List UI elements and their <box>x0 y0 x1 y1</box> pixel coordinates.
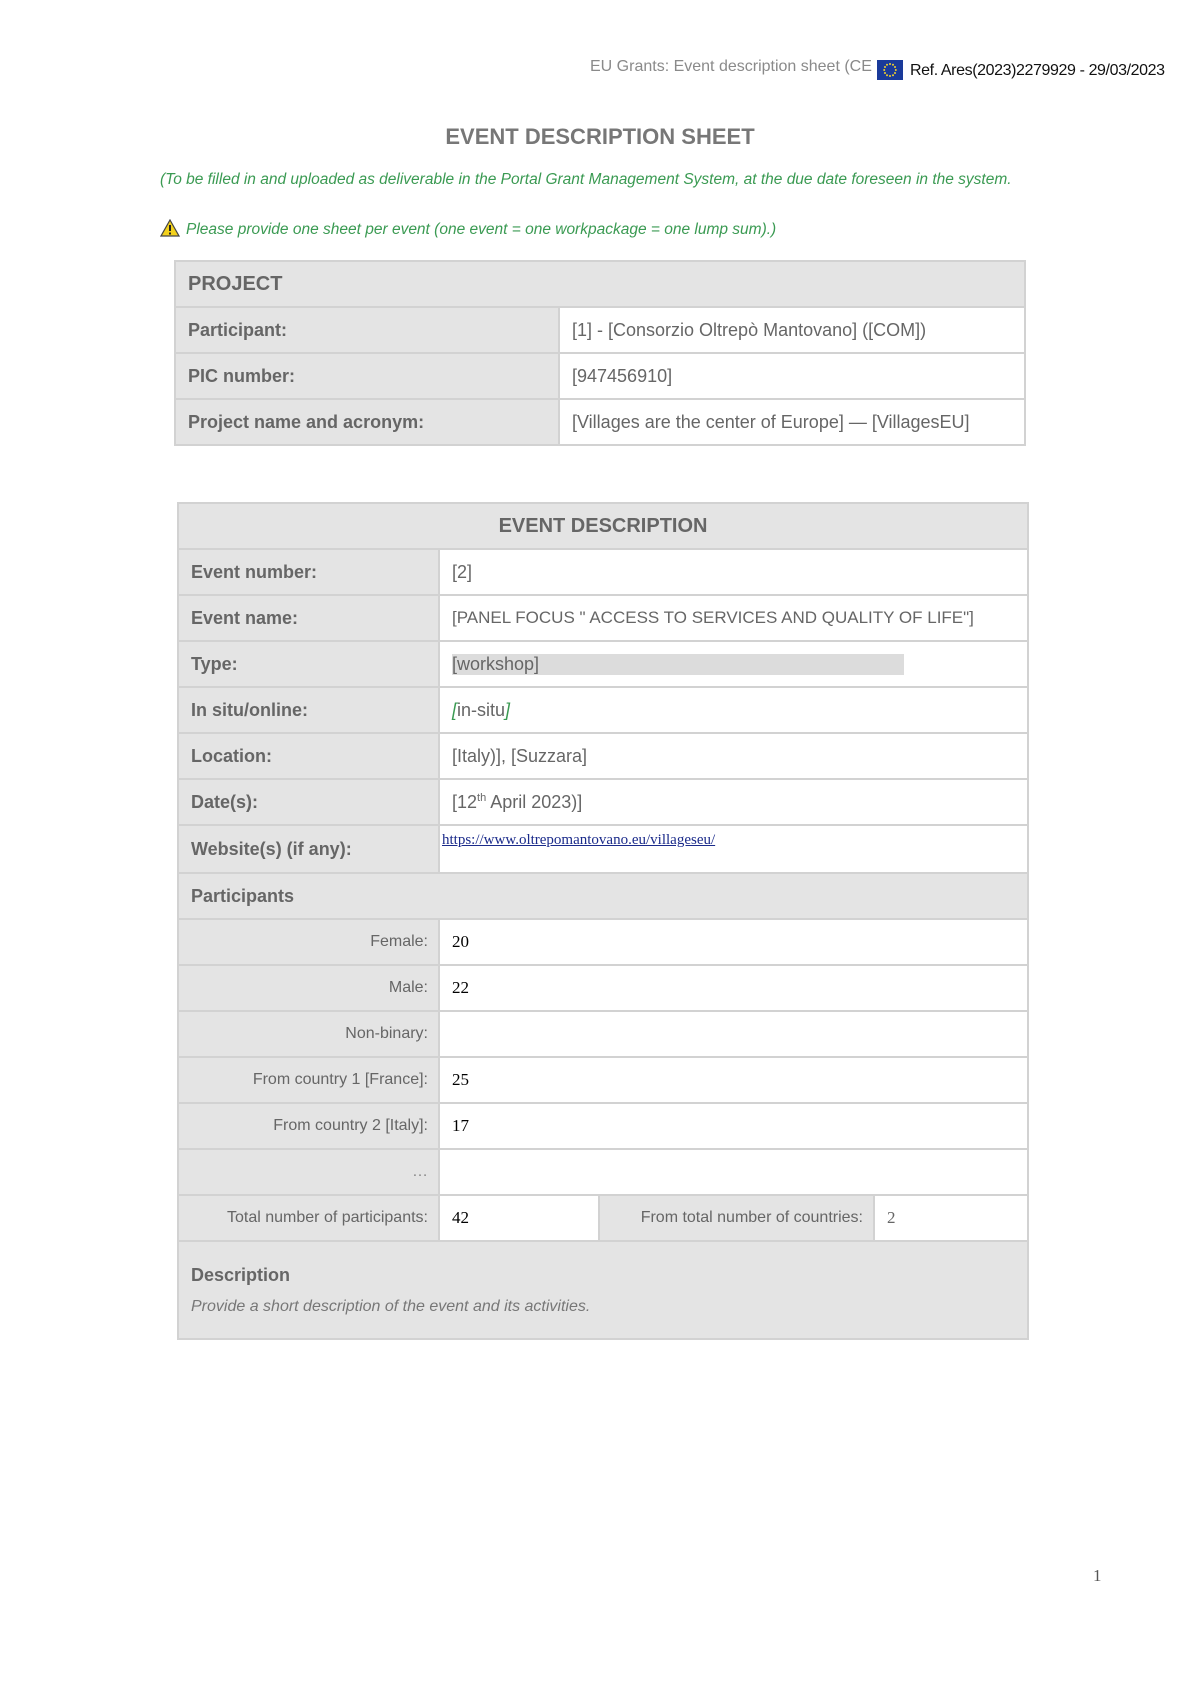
ares-reference: Ref. Ares(2023)2279929 - 29/03/2023 <box>910 62 1165 79</box>
total-participants-label: Total number of participants: <box>178 1195 439 1241</box>
instruction-warning-text: Please provide one sheet per event (one event = one workpackage = one lump sum).) <box>186 221 777 238</box>
document-reference: EU Grants: Event description sheet (CE <box>590 58 872 75</box>
participant-value[interactable]: [1] - [Consorzio Oltrepò Mantovano] ([COM]) <box>559 307 1025 353</box>
country1-value[interactable]: 25 <box>439 1057 1028 1103</box>
pic-value[interactable]: [947456910] <box>559 353 1025 399</box>
insitu-value: in-situ <box>457 699 506 720</box>
warning-icon <box>160 219 180 237</box>
event-table <box>177 502 1029 1340</box>
eu-flag-icon <box>877 60 903 80</box>
total-countries-label: From total number of countries: <box>599 1195 874 1241</box>
project-heading: PROJECT <box>175 261 1025 307</box>
type-value: [workshop] <box>452 654 904 675</box>
project-name-value[interactable]: [Villages are the center of Europe] — [VillagesEU] <box>559 399 1025 445</box>
website-link[interactable]: https://www.oltrepomantovano.eu/villageseu/ <box>442 832 716 848</box>
page-number: 1 <box>1093 1566 1102 1585</box>
event-number-label: Event number: <box>178 549 439 595</box>
website-cell <box>439 825 1028 873</box>
date-label: Date(s): <box>178 779 439 825</box>
website-label: Website(s) (if any): <box>178 825 439 873</box>
event-heading: EVENT DESCRIPTION <box>178 503 1028 549</box>
date-value-post: April 2023)] <box>486 791 583 812</box>
event-name-label: Event name: <box>178 595 439 641</box>
date-value-pre: [12 <box>452 791 478 812</box>
description-section <box>178 1241 1028 1339</box>
date-value-sup: th <box>477 791 487 804</box>
project-table <box>174 260 1026 446</box>
bracket-close: ] <box>505 699 511 720</box>
pic-label: PIC number: <box>175 353 559 399</box>
instruction-note: (To be filled in and uploaded as deliverable in the Portal Grant Management System, at the due date foreseen in the system. <box>160 171 1012 188</box>
project-name-label: Project name and acronym: <box>175 399 559 445</box>
female-value[interactable]: 20 <box>439 919 1028 965</box>
event-number-value[interactable]: [2] <box>439 549 1028 595</box>
insitu-cell[interactable] <box>439 687 1028 733</box>
bracket-open: [ <box>452 699 458 720</box>
female-label: Female: <box>178 919 439 965</box>
total-countries-value[interactable]: 2 <box>874 1195 1028 1241</box>
country2-label: From country 2 [Italy]: <box>178 1103 439 1149</box>
description-text[interactable]: Provide a short description of the event and its activities. <box>191 1297 591 1315</box>
type-label: Type: <box>178 641 439 687</box>
participants-heading: Participants <box>178 873 1028 919</box>
type-cell[interactable] <box>439 641 1028 687</box>
description-heading: Description <box>191 1264 291 1285</box>
location-value[interactable]: [Italy)], [Suzzara] <box>439 733 1028 779</box>
nonbinary-label: Non-binary: <box>178 1011 439 1057</box>
more-countries-value[interactable] <box>439 1149 1028 1195</box>
nonbinary-value[interactable] <box>439 1011 1028 1057</box>
participant-label: Participant: <box>175 307 559 353</box>
insitu-label: In situ/online: <box>178 687 439 733</box>
event-name-value[interactable]: [PANEL FOCUS " ACCESS TO SERVICES AND QUALITY OF LIFE"] <box>439 595 1028 641</box>
more-countries-label: … <box>178 1149 439 1195</box>
location-label: Location: <box>178 733 439 779</box>
date-cell[interactable] <box>439 779 1028 825</box>
male-label: Male: <box>178 965 439 1011</box>
country1-label: From country 1 [France]: <box>178 1057 439 1103</box>
page-title: EVENT DESCRIPTION SHEET <box>445 124 755 149</box>
male-value[interactable]: 22 <box>439 965 1028 1011</box>
total-participants-value[interactable]: 42 <box>439 1195 599 1241</box>
country2-value[interactable]: 17 <box>439 1103 1028 1149</box>
instruction-warning <box>160 219 776 239</box>
